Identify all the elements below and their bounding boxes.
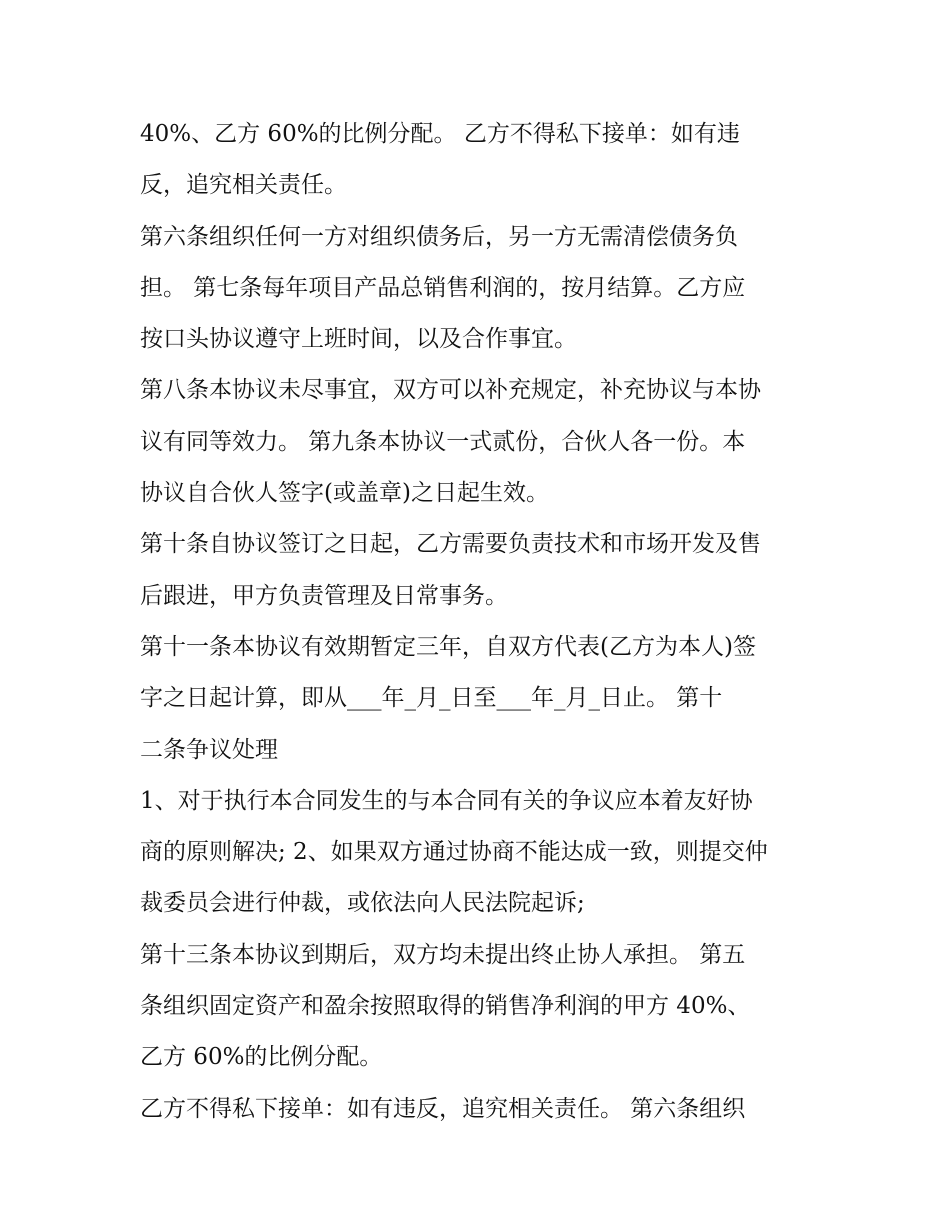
text-line: 第六条组织任何一方对组织债务后，另一方无需清偿债务负 bbox=[140, 223, 738, 250]
text-line: 裁委员会进行仲裁，或依法向人民法院起诉; bbox=[140, 890, 585, 917]
text-line: 二条争议处理 bbox=[140, 736, 278, 763]
text-line: 担。 第七条每年项目产品总销售利润的，按月结算。乙方应 bbox=[140, 274, 746, 301]
text-line: 后跟进，甲方负责管理及日常事务。 bbox=[140, 582, 508, 609]
document-body bbox=[140, 109, 830, 1135]
text-line: 按口头协议遵守上班时间，以及合作事宜。 bbox=[140, 326, 577, 353]
text-line: 商的原则解决; 2、如果双方通过协商不能达成一致，则提交仲 bbox=[140, 839, 768, 866]
text-line: 40%、乙方 60%的比例分配。 乙方不得私下接单：如有违 bbox=[140, 121, 740, 147]
text-line: 第十三条本协议到期后，双方均未提出终止协人承担。 第五 bbox=[140, 941, 746, 968]
text-line: 反，追究相关责任。 bbox=[140, 172, 347, 199]
text-line: 条组织固定资产和盈余按照取得的销售净利润的甲方 40%、 bbox=[140, 993, 751, 1020]
text-line: 议有同等效力。 第九条本协议一式贰份，合伙人各一份。本 bbox=[140, 428, 746, 455]
text-line: 第十条自协议签订之日起，乙方需要负责技术和市场开发及售 bbox=[140, 531, 761, 558]
text-line: 乙方不得私下接单：如有违反，追究相关责任。 第六条组织 bbox=[140, 1095, 746, 1122]
text-line: 第八条本协议未尽事宜，双方可以补充规定，补充协议与本协 bbox=[140, 377, 761, 404]
text-line: 协议自合伙人签字(或盖章)之日起生效。 bbox=[140, 480, 549, 507]
text-line: 乙方 60%的比例分配。 bbox=[140, 1044, 383, 1071]
text-line: 1、对于执行本合同发生的与本合同有关的争议应本着友好协 bbox=[140, 787, 753, 814]
text-line: 第十一条本协议有效期暂定三年，自双方代表(乙方为本人)签 bbox=[140, 633, 756, 660]
text-line: 字之日起计算，即从___年_月_日至___年_月_日止。 第十 bbox=[140, 685, 723, 712]
